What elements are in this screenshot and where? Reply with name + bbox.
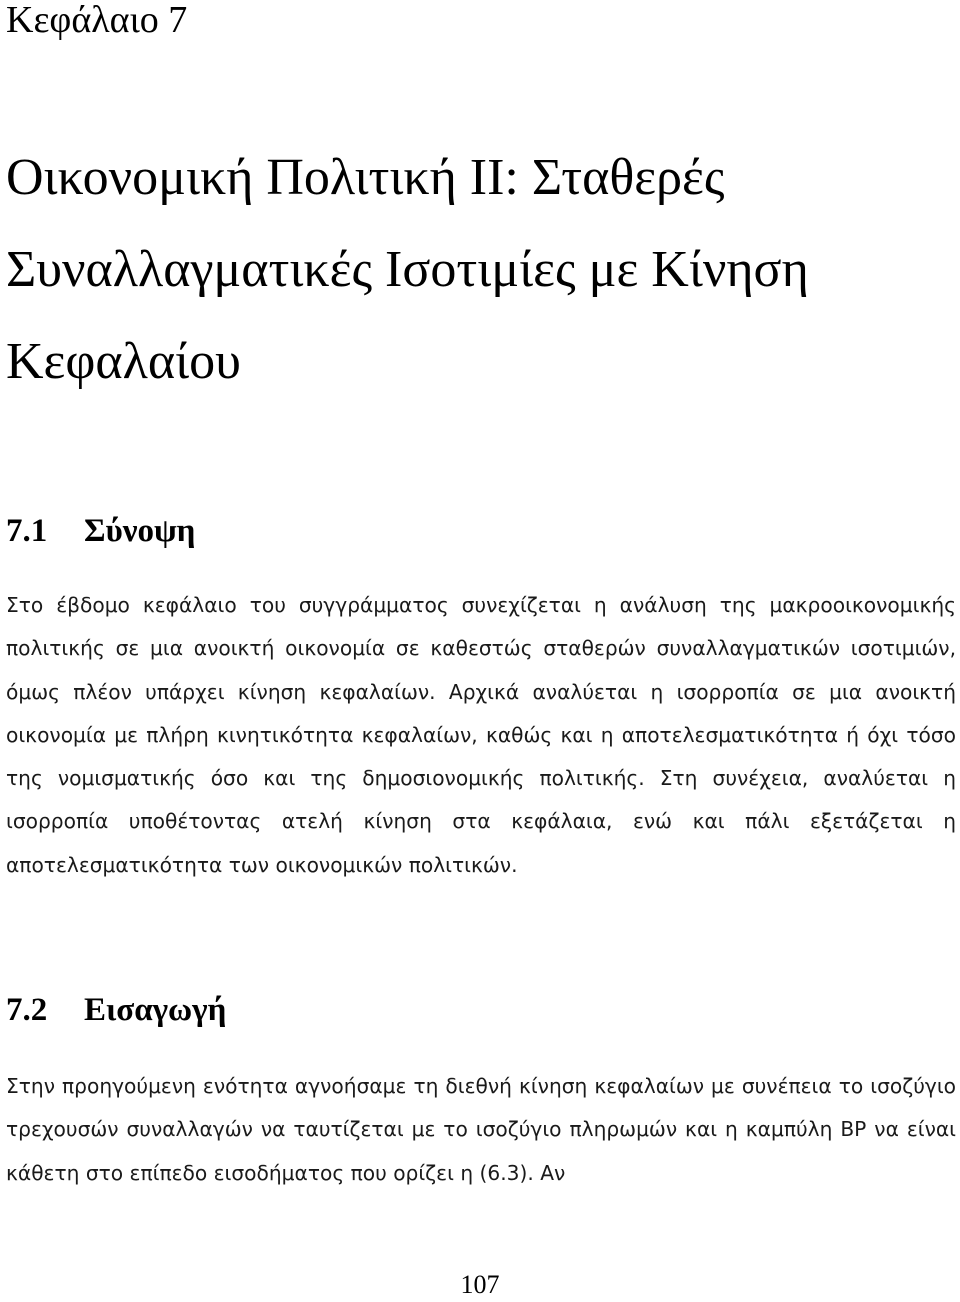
introduction-paragraph: Στην προηγούμενη ενότητα αγνοήσαμε τη διεθνή κίνηση κεφαλαίων με συνέπεια το ισοζύγιο τρεχουσών συναλλαγών να ταυτίζεται με το ισοζύγιο πληρωμών και η καμπύλη BP να είναι κάθετη στο επίπεδο εισοδήματος που ορίζει η (6.3). Αν [6,1074,956,1185]
chapter-title: Οικονομική Πολιτική ΙΙ: Σταθερές Συναλλαγματικές Ισοτιμίες με Κίνηση Κεφαλαίου [6,149,809,390]
summary-paragraph: Στο έβδομο κεφάλαιο του συγγράμματος συνεχίζεται η ανάλυση της μακροοικονομικής πολιτικής σε μια ανοικτή οικονομία σε καθεστώς σταθερών συναλλαγματικών ισοτιμιών, όμως πλέον υπάρχει κίνηση κεφαλαίων. Αρχικά αναλύεται η ισορροπία σε μια ανοικτή οικονομία με πλήρη κινητικότητα κεφαλαίων, καθώς και η αποτελεσματικότητα ή όχι τόσο της νομισματικής όσο και της δημοσιονομικής πολιτικής. Στη συνέχεια, αναλύεται η ισορροπία υποθέτοντας ατελή κίνηση στα κεφάλαια, ενώ και πάλι εξετάζεται η αποτελεσματικότητα των οικονομικών πολιτικών. [6,593,956,877]
section-number: 7.1 [6,513,48,549]
chapter-label: Κεφάλαιο 7 [6,0,188,41]
section-title: Σύνοψη [84,513,196,549]
section-title: Εισαγωγή [84,992,227,1028]
section-heading-summary [6,509,195,553]
page-number: 107 [460,1270,500,1299]
section-number: 7.2 [6,992,48,1028]
section-heading-introduction [6,988,226,1032]
